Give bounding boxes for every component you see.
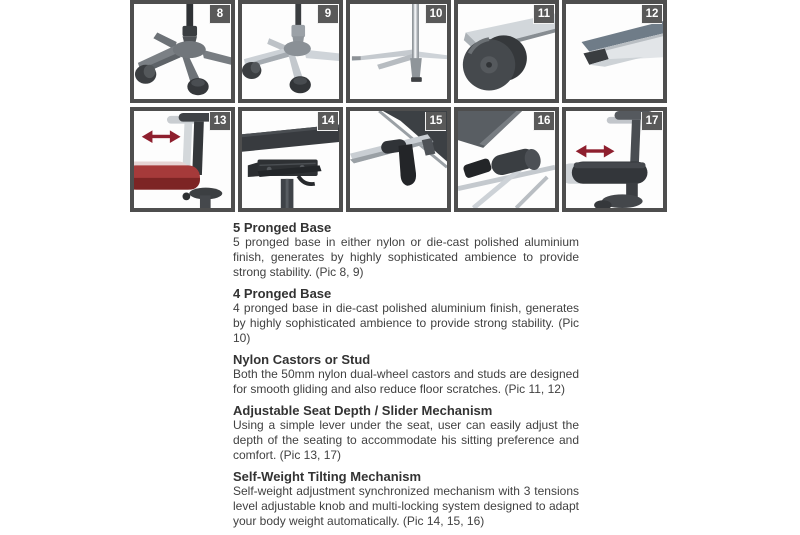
pic-number-badge: 9 (317, 5, 338, 24)
section-adjustable-seat-depth (233, 403, 579, 463)
pic-number-badge: 16 (533, 112, 554, 131)
pic-number-badge: 10 (425, 5, 446, 24)
product-photo-tile-9 (238, 0, 343, 103)
left-right-arrow-icon (142, 130, 181, 143)
section-self-weight-tilting (233, 469, 579, 529)
section-body: Self-weight adjustment synchronized mechanism with 3 tensions level adjustable knob and multi-locking system designed to adapt your body weight automatically. (Pic 14, 15, 16) (233, 484, 579, 528)
section-body: 5 pronged base in either nylon or die-cast polished aluminium finish, generates by highly sophisticated ambience to provide strong stability. (Pic 8, 9) (233, 235, 579, 279)
product-photo-tile-11 (454, 0, 559, 103)
product-photo-tile-16 (454, 107, 559, 212)
pic-number-badge: 14 (317, 112, 338, 131)
product-photo-tile-10 (346, 0, 451, 103)
pic-number-badge: 8 (209, 5, 230, 24)
pic-number-badge: 11 (533, 5, 554, 24)
section-heading: Self-Weight Tilting Mechanism (233, 469, 422, 484)
left-right-arrow-icon (576, 145, 615, 158)
section-4-pronged-base (233, 286, 579, 346)
pic-number-badge: 12 (641, 5, 662, 24)
pic-number-badge: 13 (209, 112, 230, 131)
product-photo-tile-14 (238, 107, 343, 212)
product-photo-tile-13 (130, 107, 235, 212)
section-nylon-castors-or-stud (233, 352, 579, 397)
section-body: Both the 50mm nylon dual-wheel castors and studs are designed for smooth gliding and also reduce floor scratches. (Pic 11, 12) (233, 367, 579, 396)
section-5-pronged-base (233, 220, 579, 280)
product-photo-tile-15 (346, 107, 451, 212)
product-photo-tile-8 (130, 0, 235, 103)
section-heading: 4 Pronged Base (233, 286, 332, 301)
section-body: Using a simple lever under the seat, user can easily adjust the depth of the seating to accommodate his sitting preference and comfort. (Pic 13, 17) (233, 418, 579, 462)
section-heading: 5 Pronged Base (233, 220, 332, 235)
product-photo-tile-17 (562, 107, 667, 212)
product-image-grid (130, 0, 667, 212)
section-body: 4 pronged base in die-cast polished aluminium finish, generates by highly sophisticated ambience to provide strong stability. (Pic 10) (233, 301, 579, 345)
product-photo-tile-12 (562, 0, 667, 103)
section-heading: Adjustable Seat Depth / Slider Mechanism (233, 403, 493, 418)
feature-descriptions (233, 220, 579, 535)
section-heading: Nylon Castors or Stud (233, 352, 371, 367)
pic-number-badge: 17 (641, 112, 662, 131)
pic-number-badge: 15 (425, 112, 446, 131)
